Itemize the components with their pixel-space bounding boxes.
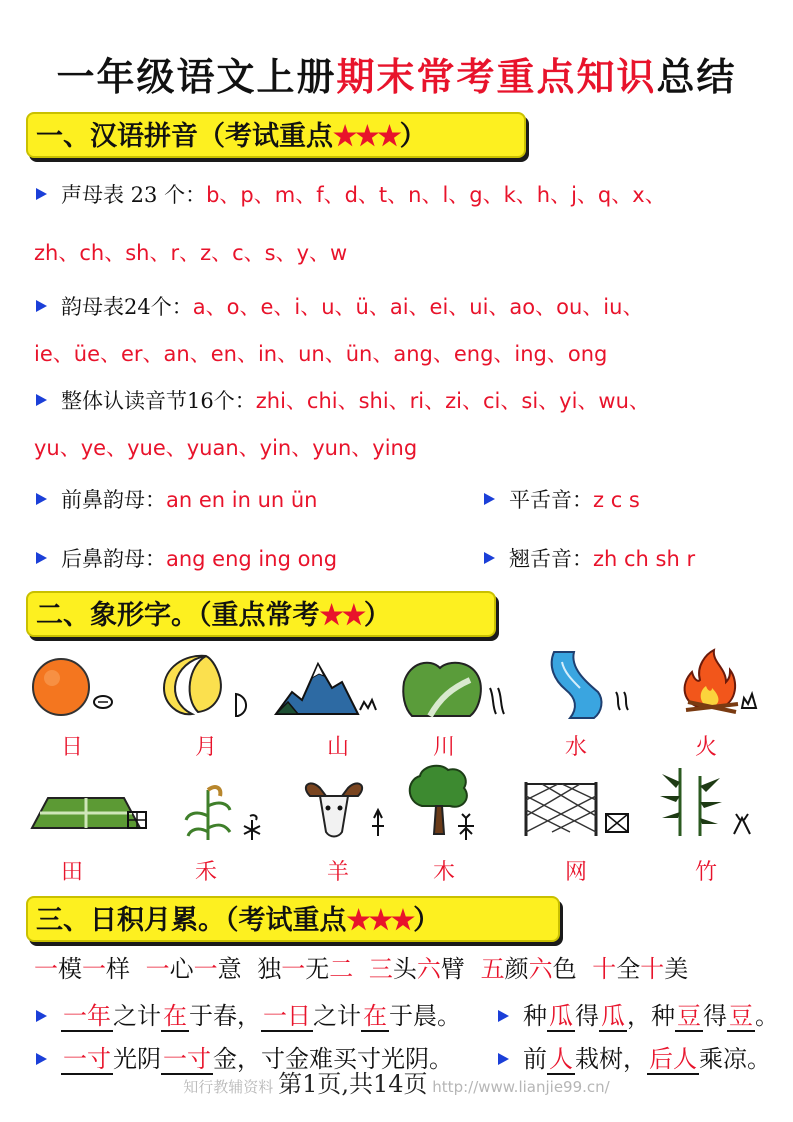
retroflex-value: zh ch sh r bbox=[593, 547, 696, 571]
pictograph-label: 竹 bbox=[694, 860, 717, 885]
whole-syllables-value: zhi、chi、shi、ri、zi、ci、si、yi、wu、 bbox=[255, 389, 650, 413]
moon-icon bbox=[158, 652, 253, 722]
whole-syllables-value: yu、ye、yue、yuan、yin、yun、ying bbox=[34, 436, 418, 460]
finals-line bbox=[36, 292, 643, 322]
stars-rating: ★★★ bbox=[346, 905, 414, 936]
idiom-line-1 bbox=[34, 952, 688, 986]
pictograph-label: 水 bbox=[564, 735, 587, 760]
flat-tongue-line bbox=[484, 485, 640, 515]
pictograph-label: 木 bbox=[432, 860, 455, 885]
pictograph-label: 网 bbox=[564, 860, 587, 885]
pictograph-label: 川 bbox=[432, 735, 455, 760]
sheep-icon bbox=[296, 780, 392, 842]
whole-syllables-line bbox=[36, 386, 650, 416]
banner-text: ） bbox=[363, 600, 391, 631]
front-nasal-line bbox=[36, 485, 318, 515]
proverb-line-3: 一寸光阴一寸金，寸金难买寸光阴。 bbox=[36, 1042, 453, 1076]
page-footer bbox=[0, 1064, 793, 1099]
bullet-icon bbox=[36, 300, 47, 312]
page-title bbox=[0, 46, 793, 101]
finals-value: a、o、e、i、u、ü、ai、ei、ui、ao、ou、iu、 bbox=[192, 295, 644, 319]
initials-line bbox=[36, 180, 666, 210]
title-highlight: 期末常考重点知识 bbox=[336, 54, 657, 99]
pictograph-label: 火 bbox=[694, 735, 717, 760]
idiom: 一模一样 bbox=[34, 955, 130, 983]
bullet-icon bbox=[484, 493, 495, 505]
net-icon bbox=[522, 776, 634, 842]
page-number: 第1页,共14页 bbox=[278, 1070, 428, 1098]
banner-text: 三、日积月累。（考试重点 bbox=[36, 905, 347, 936]
front-nasal-value: an en in un ün bbox=[166, 488, 318, 512]
whole-syllables-label: 整体认读音节16个： bbox=[61, 389, 256, 413]
idiom: 一心一意 bbox=[145, 955, 242, 983]
bullet-icon bbox=[36, 493, 47, 505]
river-icon bbox=[400, 652, 510, 722]
bamboo-icon bbox=[654, 762, 758, 842]
initials-label: 声母表 23 个： bbox=[61, 183, 207, 207]
whole-syllables-line-2 bbox=[34, 433, 417, 463]
front-nasal-label: 前鼻韵母： bbox=[61, 488, 166, 512]
banner-text: 二、象形字。（重点常考 bbox=[36, 600, 320, 631]
bullet-icon bbox=[36, 552, 47, 564]
title-part: 总结 bbox=[656, 54, 737, 99]
idiom: 十全十美 bbox=[592, 955, 689, 983]
initials-line-2 bbox=[34, 238, 347, 268]
sun-icon bbox=[28, 652, 118, 722]
pictograph-label: 羊 bbox=[326, 860, 349, 885]
banner-text: ） bbox=[413, 905, 441, 936]
flat-tongue-label: 平舌音： bbox=[509, 488, 593, 512]
initials-value: zh、ch、sh、r、z、c、s、y、w bbox=[34, 241, 348, 265]
bullet-icon bbox=[498, 1010, 509, 1022]
stars-rating: ★★ bbox=[319, 600, 364, 631]
finals-line-2 bbox=[34, 339, 607, 369]
flat-tongue-value: z c s bbox=[593, 488, 640, 512]
proverb-line-3b: 前人栽树，后人乘凉。 bbox=[498, 1042, 771, 1076]
back-nasal-line bbox=[36, 544, 337, 574]
mountain-icon bbox=[272, 652, 384, 722]
section1-banner bbox=[26, 112, 526, 158]
bullet-icon bbox=[36, 1010, 47, 1022]
fire-icon bbox=[672, 646, 762, 722]
finals-label: 韵母表24个： bbox=[61, 295, 193, 319]
title-part: 一年级语文上册 bbox=[56, 54, 337, 99]
section3-banner bbox=[26, 896, 560, 942]
bullet-icon bbox=[484, 552, 495, 564]
pictograph-label: 日 bbox=[60, 735, 83, 760]
banner-text: ） bbox=[399, 121, 427, 152]
watermark-text: 知行教辅资料 bbox=[183, 1078, 274, 1096]
tree-icon bbox=[400, 762, 490, 842]
initials-value: b、p、m、f、d、t、n、l、g、k、h、j、q、x、 bbox=[206, 183, 666, 207]
stars-rating: ★★★ bbox=[333, 121, 400, 152]
banner-text: 一、汉语拼音（考试重点 bbox=[36, 121, 333, 152]
pictograph-label: 禾 bbox=[194, 860, 217, 885]
retroflex-label: 翘舌音： bbox=[509, 547, 593, 571]
watermark-url: http://www.lianjie99.cn/ bbox=[432, 1078, 610, 1096]
retroflex-line bbox=[484, 544, 695, 574]
section2-banner bbox=[26, 591, 496, 637]
bullet-icon bbox=[36, 188, 47, 200]
idiom: 独一无二 bbox=[257, 955, 354, 983]
grain-icon bbox=[178, 776, 270, 842]
back-nasal-value: ang eng ing ong bbox=[166, 547, 338, 571]
idiom: 五颜六色 bbox=[480, 955, 577, 983]
idiom: 三头六臂 bbox=[368, 955, 465, 983]
bullet-icon bbox=[36, 394, 47, 406]
field-icon bbox=[28, 788, 150, 838]
pictograph-label: 田 bbox=[60, 860, 83, 885]
water-icon bbox=[540, 648, 636, 722]
proverb-line-2b: 种瓜得瓜，种豆得豆。 bbox=[498, 999, 779, 1033]
back-nasal-label: 后鼻韵母： bbox=[61, 547, 166, 571]
finals-value: ie、üe、er、an、en、in、un、ün、ang、eng、ing、ong bbox=[34, 342, 608, 366]
pictograph-label: 山 bbox=[326, 735, 349, 760]
pictograph-label: 月 bbox=[194, 735, 217, 760]
proverb-line-2: 一年之计在于春，一日之计在于晨。 bbox=[36, 999, 461, 1033]
